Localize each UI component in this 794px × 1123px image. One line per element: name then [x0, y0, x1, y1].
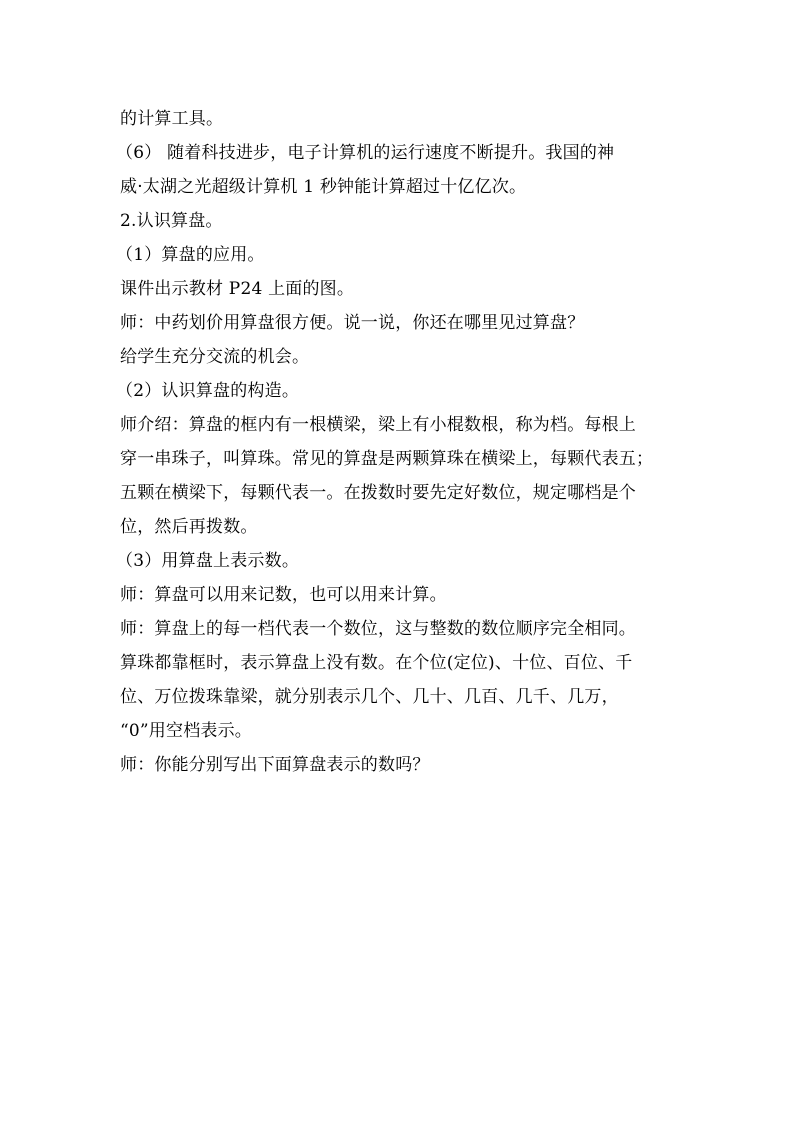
text-line-2: （6） 随着科技进步，电子计算机的运行速度不断提升。我国的神: [116, 143, 615, 163]
text-line-12: 五颗在横梁下，每颗代表一。在拨数时要先定好数位，规定哪档是个: [120, 483, 636, 503]
subheading-abacus-application: （1）算盘的应用。: [116, 245, 265, 265]
section-heading-recognize-abacus: 2.认识算盘。: [120, 211, 223, 231]
text-line-7: 师：中药划价用算盘很方便。说一说，你还在哪里见过算盘？: [120, 313, 585, 333]
text-line-11: 穿一串珠子，叫算珠。常见的算盘是两颗算珠在横梁上，每颗代表五；: [120, 449, 654, 469]
subheading-abacus-numbers: （3）用算盘上表示数。: [116, 551, 300, 571]
text-line-13: 位，然后再拨数。: [120, 517, 258, 537]
text-line-6: 课件出示教材 P24 上面的图。: [120, 279, 355, 299]
text-line-19: “0”用空档表示。: [120, 721, 252, 741]
text-line-10: 师介绍：算盘的框内有一根横梁，梁上有小棍数根，称为档。每根上: [120, 415, 636, 435]
text-line-17: 算珠都靠框时，表示算盘上没有数。在个位(定位)、十位、百位、千: [120, 653, 633, 673]
text-line-20: 师：你能分别写出下面算盘表示的数吗？: [120, 755, 430, 775]
text-line-18: 位、万位拨珠靠梁，就分别表示几个、几十、几百、几千、几万，: [120, 687, 619, 707]
subheading-abacus-structure: （2）认识算盘的构造。: [116, 381, 300, 401]
document-body: [116, 102, 680, 782]
text-line-8: 给学生充分交流的机会。: [120, 347, 310, 367]
text-line-16: 师：算盘上的每一档代表一个数位，这与整数的数位顺序完全相同。: [120, 619, 636, 639]
text-line-15: 师：算盘可以用来记数，也可以用来计算。: [120, 585, 447, 605]
text-line-3: 威·太湖之光超级计算机 1 秒钟能计算超过十亿亿次。: [120, 177, 527, 197]
text-line-1: 的计算工具。: [120, 109, 224, 129]
